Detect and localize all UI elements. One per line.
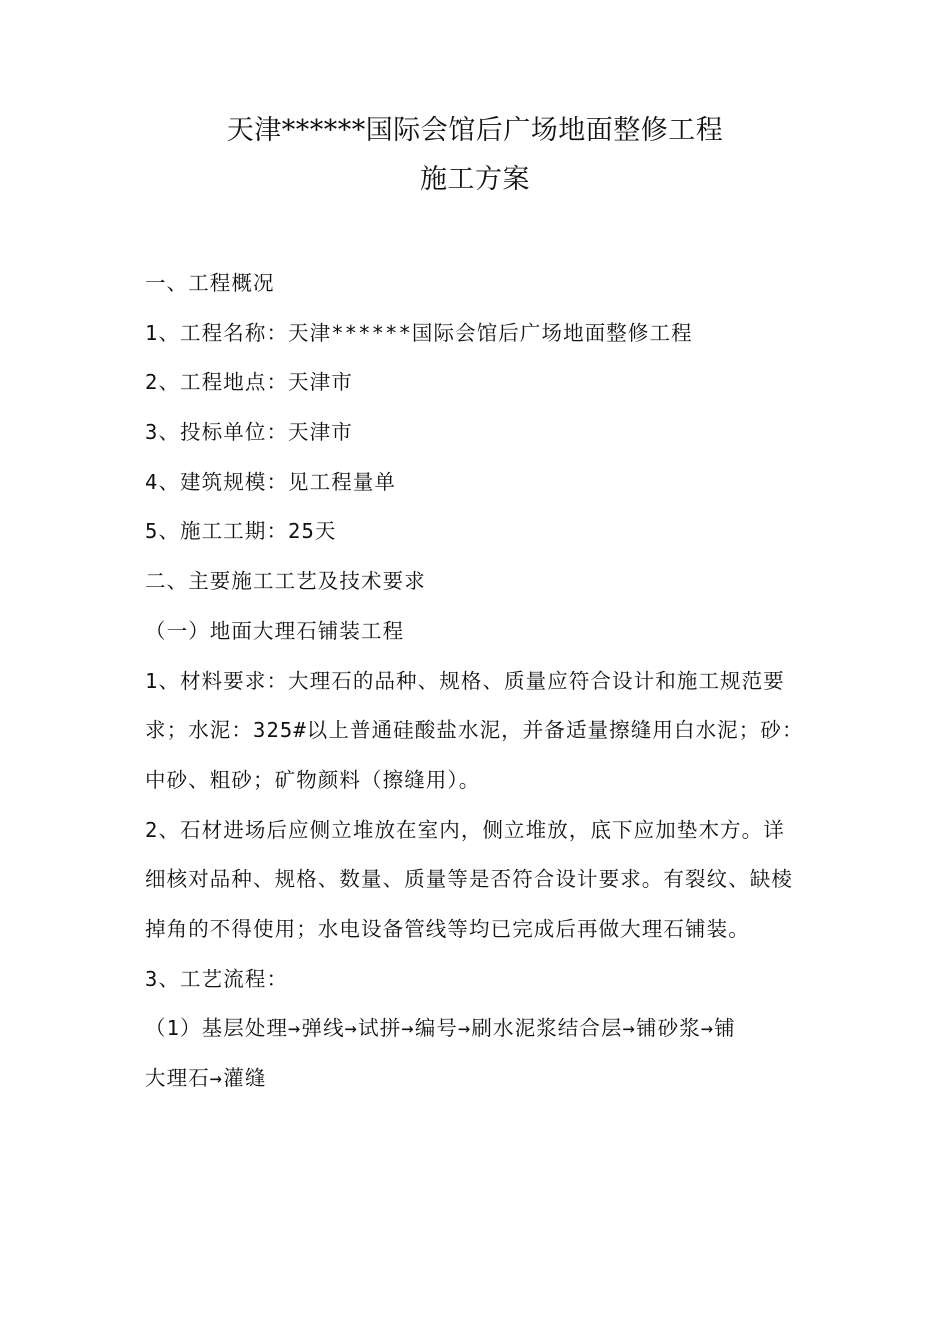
- paragraph-line: 1、材料要求：大理石的品种、规格、质量应符合设计和施工规范要: [145, 668, 785, 693]
- project-location-line: 2、工程地点：天津市: [145, 370, 353, 395]
- paragraph-line: 大理石→灌缝: [145, 1066, 267, 1090]
- paragraph-line: 求；水泥：325#以上普通硅酸盐水泥，并备适量擦缝用白水泥；砂：: [145, 718, 804, 743]
- section-heading: 一、工程概况: [145, 271, 275, 295]
- paragraph-line: （1）基层处理→弹线→试拼→编号→刷水泥浆结合层→铺砂浆→铺: [145, 1016, 736, 1041]
- paragraph-line: 细核对品种、规格、数量、质量等是否符合设计要求。有裂纹、缺棱: [145, 867, 793, 892]
- scale-line: 4、建筑规模：见工程量单: [145, 469, 397, 494]
- paragraph-line: 中砂、粗砂；矿物颜料（擦缝用）。: [145, 767, 481, 792]
- section-heading: 二、主要施工工艺及技术要求: [145, 569, 426, 594]
- paragraph-line: 2、石材进场后应侧立堆放在室内，侧立堆放，底下应加垫木方。详: [145, 817, 785, 842]
- document-body: [145, 259, 815, 1104]
- duration-line: 5、施工工期：25天: [145, 519, 337, 544]
- subsection-heading: （一）地面大理石铺装工程: [145, 618, 405, 643]
- paragraph-line: 掉角的不得使用；水电设备管线等均已完成后再做大理石铺装。: [145, 916, 750, 941]
- document-subtitle: 施工方案: [420, 164, 530, 195]
- document-title: 天津******国际会馆后广场地面整修工程: [226, 115, 724, 146]
- paragraph-line: 3、工艺流程：: [145, 966, 289, 991]
- bidder-line: 3、投标单位：天津市: [145, 420, 353, 445]
- project-name-line: 1、工程名称：天津******国际会馆后广场地面整修工程: [145, 320, 693, 345]
